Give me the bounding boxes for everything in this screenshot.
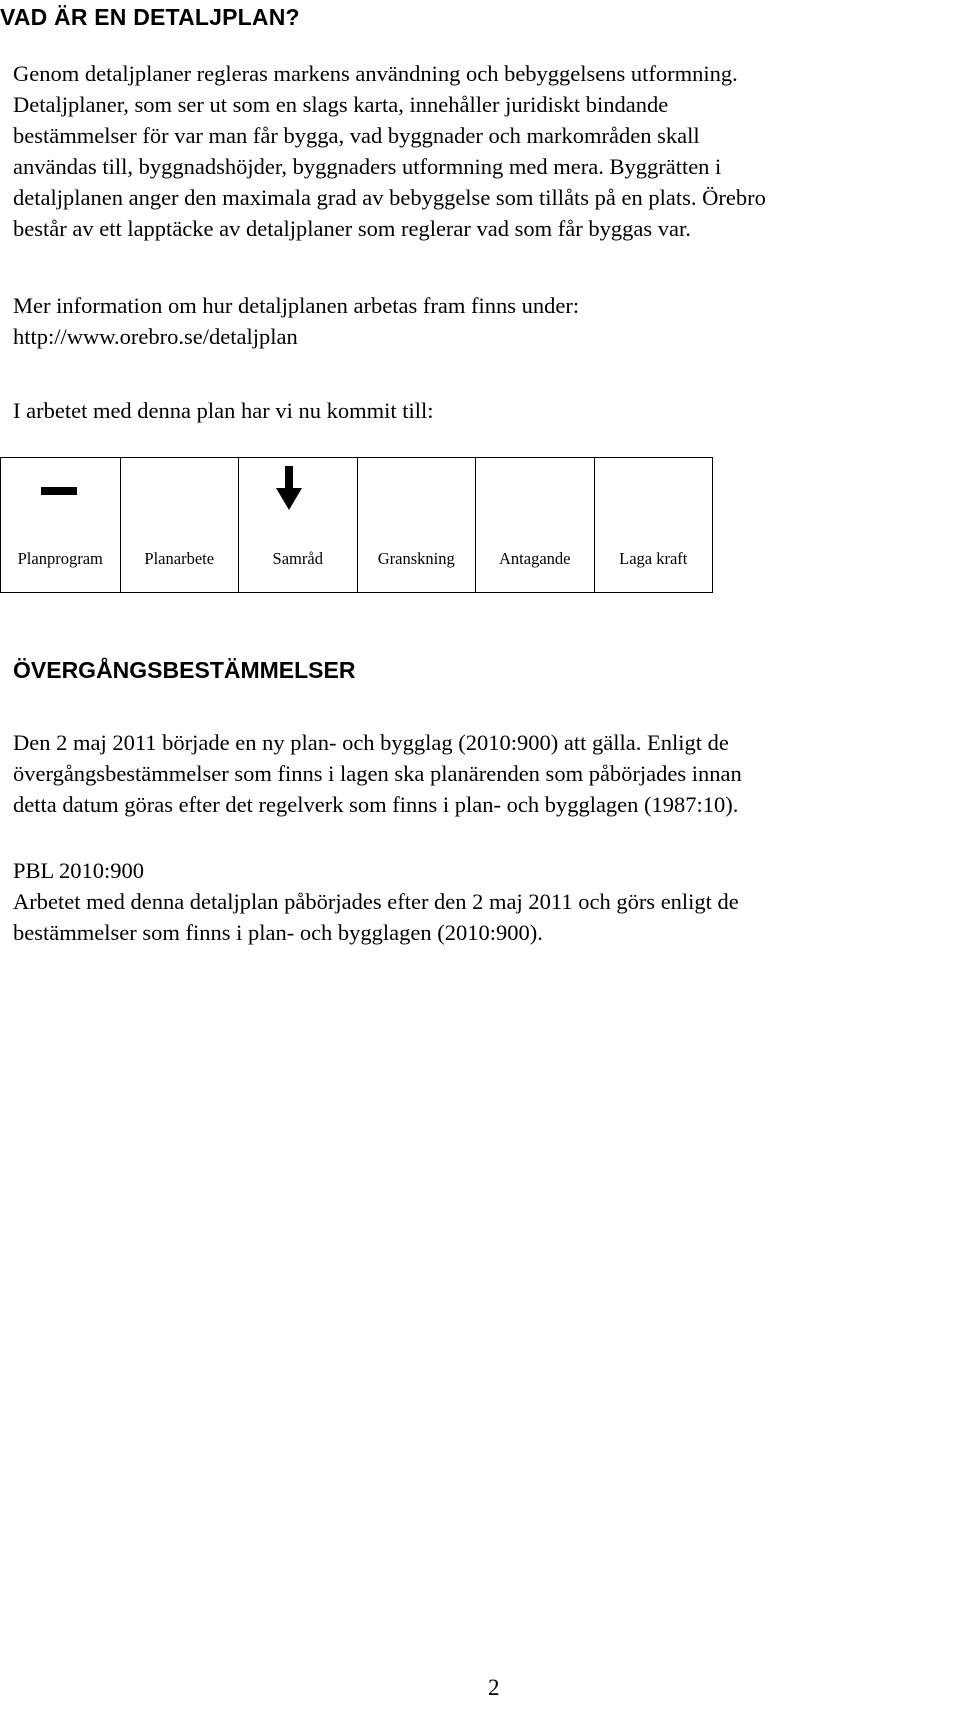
stage-label-laga-kraft: Laga kraft	[594, 525, 713, 592]
page-heading: VAD ÄR EN DETALJPLAN?	[0, 4, 300, 30]
progress-intro: I arbetet med denna plan har vi nu kommit till:	[13, 398, 434, 423]
transition-paragraph	[13, 727, 953, 820]
intro-line: bestämmelser för var man får bygga, vad byggnader och markområden skall	[13, 123, 700, 148]
stage-marker-antagande	[475, 458, 594, 525]
intro-line: användas till, byggnadshöjder, byggnaders utformning med mera. Byggrätten i	[13, 154, 722, 179]
stage-label-granskning: Granskning	[357, 525, 476, 592]
transition-heading: ÖVERGÅNGSBESTÄMMELSER	[13, 657, 356, 683]
transition-line: detta datum göras efter det regelverk som finns i plan- och bygglagen (1987:10).	[13, 792, 739, 817]
info-paragraph	[13, 290, 953, 352]
down-arrow-icon	[276, 466, 302, 510]
intro-line: Detaljplaner, som ser ut som en slags karta, innehåller juridiskt bindande	[13, 92, 669, 117]
process-stage-table	[0, 457, 713, 593]
pbl-title: PBL 2010:900	[13, 858, 145, 883]
intro-line: består av ett lapptäcke av detaljplaner som reglerar vad som får byggas var.	[13, 216, 691, 241]
stage-label-antagande: Antagande	[475, 525, 594, 592]
stage-marker-laga-kraft	[594, 458, 713, 525]
stage-marker-granskning	[357, 458, 476, 525]
pbl-line: Arbetet med denna detaljplan påbörjades efter den 2 maj 2011 och görs enligt de	[13, 889, 739, 914]
transition-line: övergångsbestämmelser som finns i lagen ska planärenden som påbörjades innan	[13, 761, 742, 786]
stage-label-samrad: Samråd	[238, 525, 357, 592]
dash-icon	[41, 487, 77, 495]
stage-label-planarbete: Planarbete	[120, 525, 239, 592]
stage-label-planprogram: Planprogram	[17, 548, 103, 568]
intro-line: detaljplanen anger den maximala grad av bebyggelse som tillåts på en plats. Örebro	[13, 185, 766, 210]
intro-paragraph	[13, 58, 953, 244]
page-number: 2	[488, 1675, 500, 1700]
pbl-paragraph	[13, 855, 953, 948]
pbl-line: bestämmelser som finns i plan- och bygglagen (2010:900).	[13, 920, 543, 945]
intro-line: Genom detaljplaner regleras markens användning och bebyggelsens utformning.	[13, 61, 738, 86]
info-text: Mer information om hur detaljplanen arbetas fram finns under:	[13, 293, 580, 318]
stage-marker-planprogram	[1, 458, 120, 525]
stage-marker-samrad	[238, 458, 357, 525]
stage-marker-planarbete	[120, 458, 239, 525]
info-link[interactable]: http://www.orebro.se/detaljplan	[13, 324, 298, 349]
transition-line: Den 2 maj 2011 började en ny plan- och bygglag (2010:900) att gälla. Enligt de	[13, 730, 729, 755]
